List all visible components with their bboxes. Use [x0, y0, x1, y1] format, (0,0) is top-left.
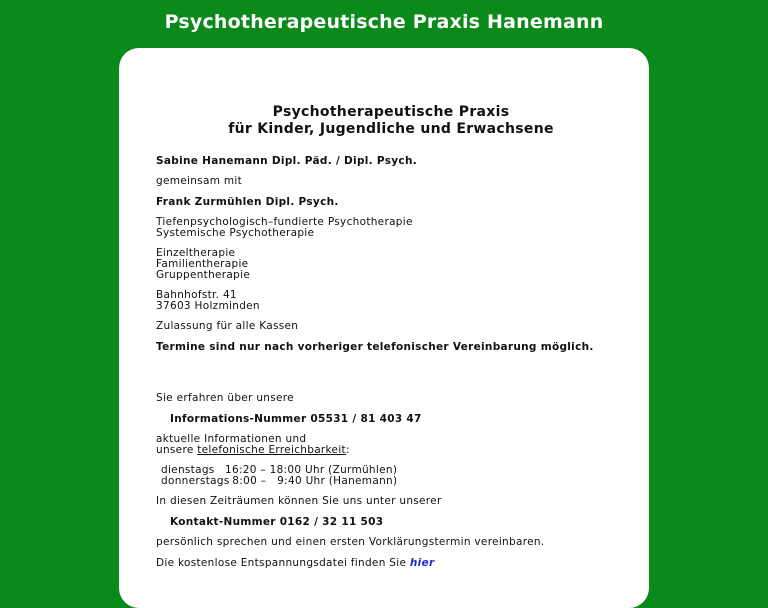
method-item: Systemische Psychotherapie	[156, 227, 315, 239]
format-item: Gruppentherapie	[156, 269, 251, 281]
contact-number: Kontakt-Nummer 0162 / 32 11 503	[170, 516, 384, 528]
site-title: Psychotherapeutische Praxis Hanemann	[164, 11, 604, 33]
heading-line-2: für Kinder, Jugendliche und Erwachsene	[228, 121, 554, 137]
info-text-2	[156, 445, 350, 456]
relax-text-prefix: Die kostenlose Entspannungsdatei finden Sie	[156, 557, 410, 569]
schedule-day: donnerstags	[161, 475, 230, 487]
heading-line-1: Psychotherapeutische Praxis	[272, 104, 510, 120]
format-item: Familientherapie	[156, 258, 249, 270]
insurance-text: Zulassung für alle Kassen	[156, 320, 299, 332]
schedule-time: 16:20 – 18:00 Uhr (Zurmühlen)	[225, 464, 398, 476]
contact-intro: In diesen Zeiträumen können Sie uns unter unserer	[156, 495, 442, 507]
method-item: Tiefenpsychologisch–fundierte Psychotherapie	[156, 216, 413, 228]
therapist-1: Sabine Hanemann Dipl. Päd. / Dipl. Psych.	[156, 155, 418, 167]
info-text-suffix: :	[345, 444, 350, 456]
content-card	[119, 48, 649, 608]
appointment-notice: Termine sind nur nach vorheriger telefonischer Vereinbarung möglich.	[156, 341, 594, 353]
schedule-day: dienstags	[161, 464, 215, 476]
availability-link[interactable]: telefonische Erreichbarkeit	[197, 444, 346, 456]
relax-text	[156, 558, 434, 569]
schedule-time: 8:00 – 9:40 Uhr (Hanemann)	[225, 475, 398, 487]
info-text-1: aktuelle Informationen und	[156, 433, 307, 445]
contact-text: persönlich sprechen und einen ersten Vorklärungstermin vereinbaren.	[156, 536, 545, 548]
page-heading	[156, 104, 626, 138]
info-intro: Sie erfahren über unsere	[156, 392, 294, 404]
info-text-prefix: unsere	[156, 444, 198, 456]
format-item: Einzeltherapie	[156, 247, 236, 259]
address-street: Bahnhofstr. 41	[156, 289, 237, 301]
address-city: 37603 Holzminden	[156, 300, 260, 312]
info-number: Informations-Nummer 05531 / 81 403 47	[170, 413, 422, 425]
therapist-2: Frank Zurmühlen Dipl. Psych.	[156, 196, 339, 208]
together-text: gemeinsam mit	[156, 175, 243, 187]
relax-download-link[interactable]: hier	[409, 557, 435, 569]
